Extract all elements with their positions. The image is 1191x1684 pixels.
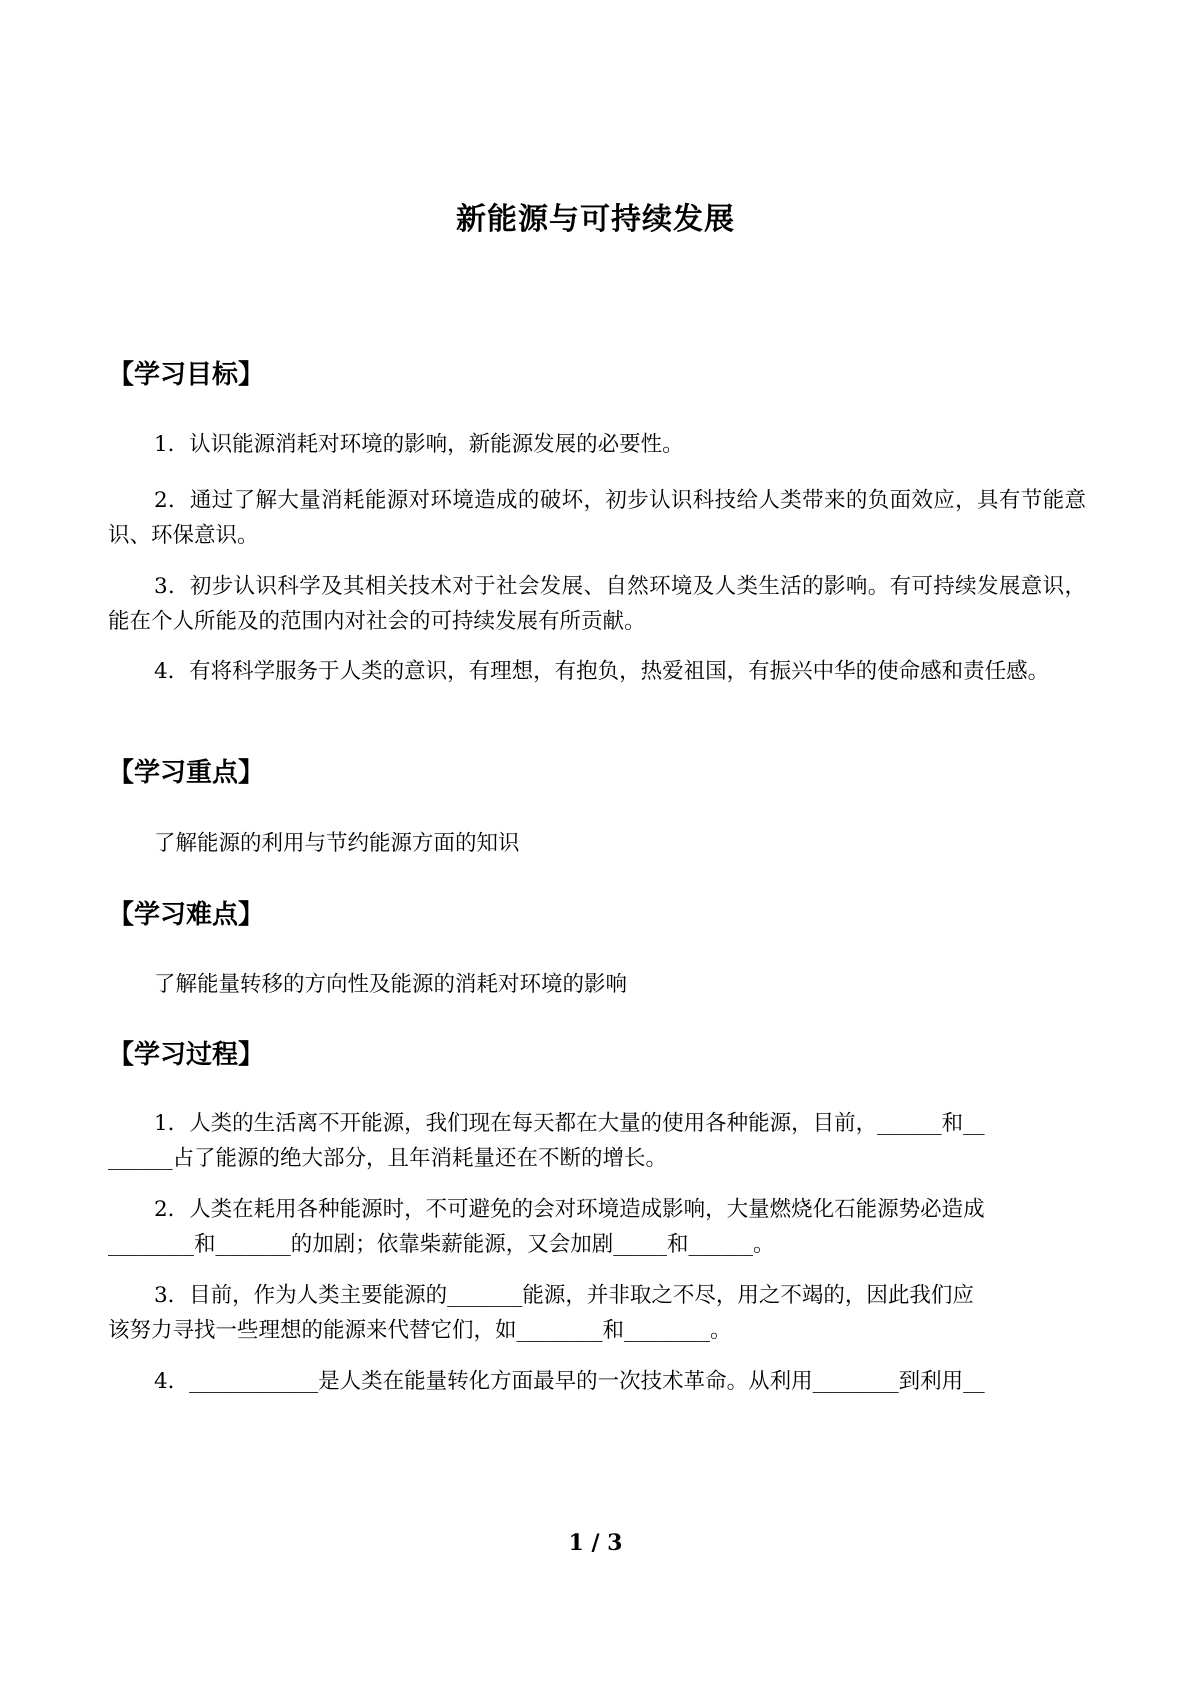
section-heading-process: 【学习过程】 xyxy=(108,1040,265,1070)
document-title: 新能源与可持续发展 xyxy=(456,202,735,237)
section-heading-objectives: 【学习目标】 xyxy=(108,360,265,390)
objective-item-2: 2．通过了解大量消耗能源对环境造成的破坏，初步认识科技给人类带来的负面效应，具有节能意识、环保意识。 xyxy=(108,488,1086,548)
process-item-2-line-2: ________和_______的加剧；依靠柴薪能源，又会加剧_____和______。 xyxy=(108,1232,775,1257)
process-item-3-line-1: 3．目前，作为人类主要能源的_______能源，并非取之不尽，用之不竭的，因此我们应 xyxy=(154,1283,974,1308)
difficulties-text: 了解能量转移的方向性及能源的消耗对环境的影响 xyxy=(154,972,628,997)
process-item-2-line-1: 2．人类在耗用各种能源时，不可避免的会对环境造成影响，大量燃烧化石能源势必造成 xyxy=(154,1197,985,1222)
objective-item-1: 1．认识能源消耗对环境的影响，新能源发展的必要性。 xyxy=(154,432,684,457)
objective-item-3: 3．初步认识科学及其相关技术对于社会发展、自然环境及人类生活的影响。有可持续发展意识，能在个人所能及的范围内对社会的可持续发展有所贡献。 xyxy=(108,574,1086,634)
process-item-4-line-1: 4．____________是人类在能量转化方面最早的一次技术革命。从利用________到利用__ xyxy=(154,1369,985,1394)
objective-item-4: 4．有将科学服务于人类的意识，有理想，有抱负，热爱祖国，有振兴中华的使命感和责任感。 xyxy=(154,659,1050,684)
section-heading-key-points: 【学习重点】 xyxy=(108,758,265,788)
page-number: 1 / 3 xyxy=(568,1530,623,1556)
process-item-1-line-1: 1．人类的生活离不开能源，我们现在每天都在大量的使用各种能源，目前，______和__ xyxy=(154,1111,985,1136)
key-points-text: 了解能源的利用与节约能源方面的知识 xyxy=(154,831,520,856)
process-item-1-line-2: ______占了能源的绝大部分，且年消耗量还在不断的增长。 xyxy=(108,1146,668,1171)
process-item-3-line-2: 该努力寻找一些理想的能源来代替它们，如________和________。 xyxy=(108,1318,732,1343)
section-heading-difficulties: 【学习难点】 xyxy=(108,900,265,930)
